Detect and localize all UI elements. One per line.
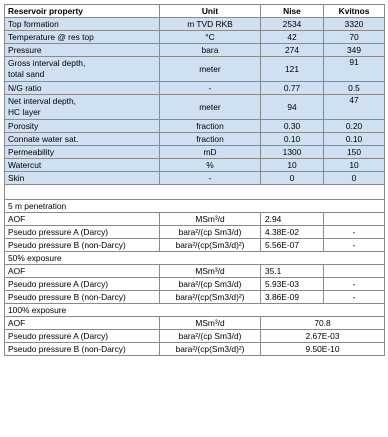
section-title: 50% exposure [5,252,385,265]
row-property: Skin [5,172,160,185]
section-title: 100% exposure [5,304,385,317]
header-reservoir-property: Reservoir property [5,5,160,18]
row-property: Pseudo pressure B (non-Darcy) [5,239,160,252]
row-property: Pseudo pressure A (Darcy) [5,278,160,291]
table-row [5,343,385,356]
row-unit: bara [160,44,261,57]
row-kvitnos-value: 3320 [324,18,385,31]
row-kvitnos-value: - [324,226,385,239]
row-property-line2: HC layer [8,107,41,117]
table-row [5,18,385,31]
row-unit: °C [160,31,261,44]
row-nise-value: 0.30 [261,120,324,133]
row-nise-value: 4.38E-02 [261,226,324,239]
row-kvitnos-value: - [324,239,385,252]
row-unit: MSm³/d [160,317,261,330]
row-unit: fraction [160,120,261,133]
section-title-row [5,252,385,265]
row-merged-value: 2.67E-03 [261,330,385,343]
section-title-row [5,304,385,317]
table-row [5,330,385,343]
header-nise: Nise [261,5,324,18]
spacer-cell [5,185,385,200]
row-nise-value: 0 [261,172,324,185]
reservoir-table-container [4,4,385,356]
row-unit: meter [160,95,261,120]
row-nise-value: 94 [261,95,324,120]
row-unit: bara²/(cp Sm3/d) [160,226,261,239]
row-nise-value: 2.94 [261,213,324,226]
section-title-row [5,200,385,213]
row-unit: - [160,172,261,185]
row-nise-value: 5.56E-07 [261,239,324,252]
row-property: Pseudo pressure A (Darcy) [5,330,160,343]
row-kvitnos-value: - [324,291,385,304]
row-property: Watercut [5,159,160,172]
table-row [5,159,385,172]
table-row [5,239,385,252]
row-unit: bara²/(cp Sm3/d) [160,330,261,343]
row-unit: bara²/(cp(Sm3/d)²) [160,239,261,252]
row-nise-value: 2534 [261,18,324,31]
row-nise-value: 1300 [261,146,324,159]
table-row [5,82,385,95]
row-nise-value: 0.77 [261,82,324,95]
row-property: AOF [5,265,160,278]
reservoir-properties-table [4,4,385,356]
table-row [5,31,385,44]
table-row [5,317,385,330]
row-kvitnos-value: 0.5 [324,82,385,95]
row-property-line1: Gross interval depth, [8,58,86,68]
row-nise-value: 0.10 [261,133,324,146]
row-kvitnos-value: - [324,278,385,291]
row-unit: meter [160,57,261,82]
table-row [5,120,385,133]
table-row [5,44,385,57]
row-property: Pseudo pressure B (non-Darcy) [5,291,160,304]
row-nise-value: 121 [261,57,324,82]
row-kvitnos-value: 47 [324,95,385,120]
row-property [5,95,160,120]
row-unit: bara²/(cp Sm3/d) [160,278,261,291]
row-property: Permeability [5,146,160,159]
row-property: Pressure [5,44,160,57]
row-unit: mD [160,146,261,159]
row-kvitnos-value [324,213,385,226]
row-property: Connate water sat. [5,133,160,146]
table-row [5,291,385,304]
row-unit: MSm³/d [160,213,261,226]
row-merged-value: 9.50E-10 [261,343,385,356]
row-property-line1: Net interval depth, [8,96,76,106]
row-property-line2: total sand [8,69,45,79]
row-property: Top formation [5,18,160,31]
row-kvitnos-value [324,265,385,278]
table-row [5,95,385,120]
row-unit: MSm³/d [160,265,261,278]
row-unit: bara²/(cp(Sm3/d)²) [160,343,261,356]
row-unit: % [160,159,261,172]
row-kvitnos-value: 0.10 [324,133,385,146]
spacer-row [5,185,385,200]
table-row [5,265,385,278]
row-property [5,57,160,82]
row-property: AOF [5,317,160,330]
row-property: AOF [5,213,160,226]
row-kvitnos-value: 349 [324,44,385,57]
row-property: N/G ratio [5,82,160,95]
row-property: Pseudo pressure A (Darcy) [5,226,160,239]
row-nise-value: 274 [261,44,324,57]
row-nise-value: 3.86E-09 [261,291,324,304]
row-nise-value: 10 [261,159,324,172]
table-row [5,213,385,226]
row-kvitnos-value: 91 [324,57,385,82]
row-property: Pseudo pressure B (non-Darcy) [5,343,160,356]
table-row [5,278,385,291]
row-kvitnos-value: 0.20 [324,120,385,133]
row-kvitnos-value: 150 [324,146,385,159]
header-kvitnos: Kvitnos [324,5,385,18]
row-kvitnos-value: 10 [324,159,385,172]
row-unit: m TVD RKB [160,18,261,31]
row-nise-value: 35.1 [261,265,324,278]
table-row [5,146,385,159]
table-row [5,133,385,146]
row-unit: - [160,82,261,95]
table-row [5,172,385,185]
row-unit: bara²/(cp(Sm3/d)²) [160,291,261,304]
row-property: Porosity [5,120,160,133]
header-unit: Unit [160,5,261,18]
row-property: Temperature @ res top [5,31,160,44]
table-row [5,57,385,82]
row-kvitnos-value: 0 [324,172,385,185]
row-merged-value: 70.8 [261,317,385,330]
section-title: 5 m penetration [5,200,385,213]
header-row [5,5,385,18]
row-kvitnos-value: 70 [324,31,385,44]
row-nise-value: 42 [261,31,324,44]
row-unit: fraction [160,133,261,146]
table-row [5,226,385,239]
row-nise-value: 5.93E-03 [261,278,324,291]
